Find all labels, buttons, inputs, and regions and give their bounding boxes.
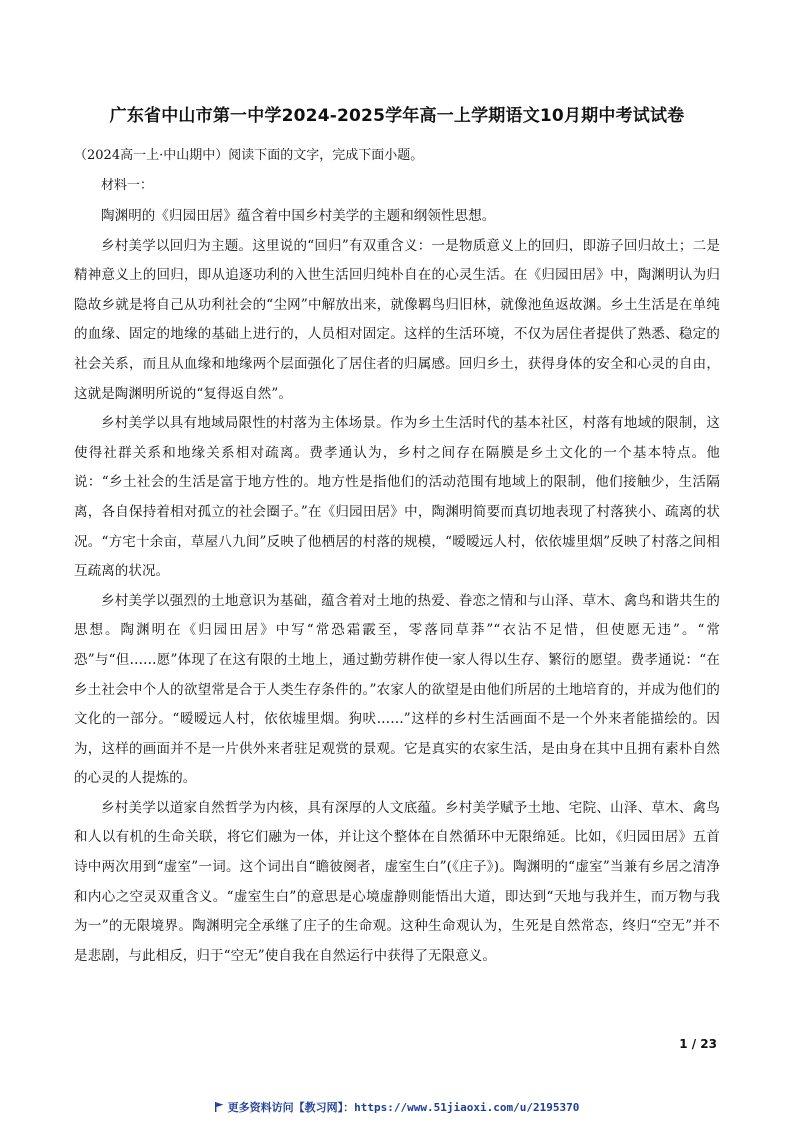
paragraph-3: 乡村美学以具有地域局限性的村落为主体场景。作为乡土生活时代的基本社区，村落有地域的限制，这使得社群关系和地缘关系相对疏离。费孝通认为，乡村之间存在隔膜是乡土文化的一个基本特点。他说：“乡土社会的生活是富于地方性的。地方性是指他们的活动范围有地域上的限制，他们接触少，生活隔离，各自保持着相对孤立的社会圈子。”在《归园田居》中，陶渊明简要而真切地表现了村落狭小、疏离的状况。“方宅十余亩，草屋八九间”反映了他栖居的村落的规模，“暧暧远人村，依依墟里烟”反映了村落之间相互疏离的状况。 [74,415,720,580]
paragraph-4: 乡村美学以强烈的土地意识为基础，蕴含着对土地的热爱、眷恋之情和与山泽、草木、禽鸟和谐共生的思想。陶渊明在《归园田居》中写“常恐霜霰至，零落同草莽”“衣沾不足惜，但使愿无违”。“常恐”与“但……愿”体现了在这有限的土地上，通过勤劳耕作使一家人得以生存、繁衍的愿望。费孝通说：“在乡土社会中个人的欲望常是合于人类生存条件的。”农家人的欲望是由他们所居的土地培育的，并成为他们的文化的一部分。“暧暧远人村，依依墟里烟。狗吠……”这样的乡村生活画面不是一个外来者能描绘的。因为，这样的画面并不是一片供外来者驻足观赏的景观。它是真实的农家生活，是由身在其中且拥有素朴自然的心灵的人提炼的。 [74,592,720,787]
footer-text: 更多资料访问【教习网】：https://www.51jiaoxi.com/u/2195370 [227,1101,580,1114]
page-number: 1 / 23 [679,1037,717,1051]
footer-link[interactable] [0,1101,794,1115]
article-body [74,202,720,971]
document-title: 广东省中山市第一中学2024-2025学年高一上学期语文10月期中考试试卷 [109,106,685,126]
question-intro: （2024高一上·中山期中）阅读下面的文字，完成下面小题。 [74,148,424,163]
material-label: 材料一： [101,178,154,193]
flag-icon [215,1102,224,1112]
paragraph-2: 乡村美学以回归为主题。这里说的“回归”有双重含义：一是物质意义上的回归，即游子回归故土；二是精神意义上的回归，即从追逐功利的入世生活回归纯朴自在的心灵生活。在《归园田居》中，陶渊明认为归隐故乡就是将自己从功利社会的“尘网”中解放出来，就像羁鸟归旧林，就像池鱼返故渊。乡土生活是在单纯的血缘、固定的地缘的基础上进行的，人员相对固定。这样的生活环境，不仅为居住者提供了熟悉、稳定的社会关系，而且从血缘和地缘两个层面强化了居住者的归属感。回归乡土，获得身体的安全和心灵的自由，这就是陶渊明所说的“复得返自然”。 [74,237,720,402]
paragraph-5: 乡村美学以道家自然哲学为内核，具有深厚的人文底蕴。乡村美学赋予土地、宅院、山泽、草木、禽鸟和人以有机的生命关联，将它们融为一体，并让这个整体在自然循环中无限绵延。比如，《归园田居》五首诗中两次用到“虚室”一词。这个词出自“瞻彼阕者，虚室生白”(《庄子》)。陶渊明的“虚室”当兼有乡居之清净和内心之空灵双重含义。“虚室生白”的意思是心境虚静则能悟出大道，即达到“天地与我并生，而万物与我为一”的无限境界。陶渊明完全承继了庄子的生命观。这种生命观认为，生死是自然常态，终归“空无”并不是悲剧，与此相反，归于“空无”使自我在自然运行中获得了无限意义。 [74,799,720,964]
paragraph-1: 陶渊明的《归园田居》蕴含着中国乡村美学的主题和纲领性思想。 [101,208,496,224]
